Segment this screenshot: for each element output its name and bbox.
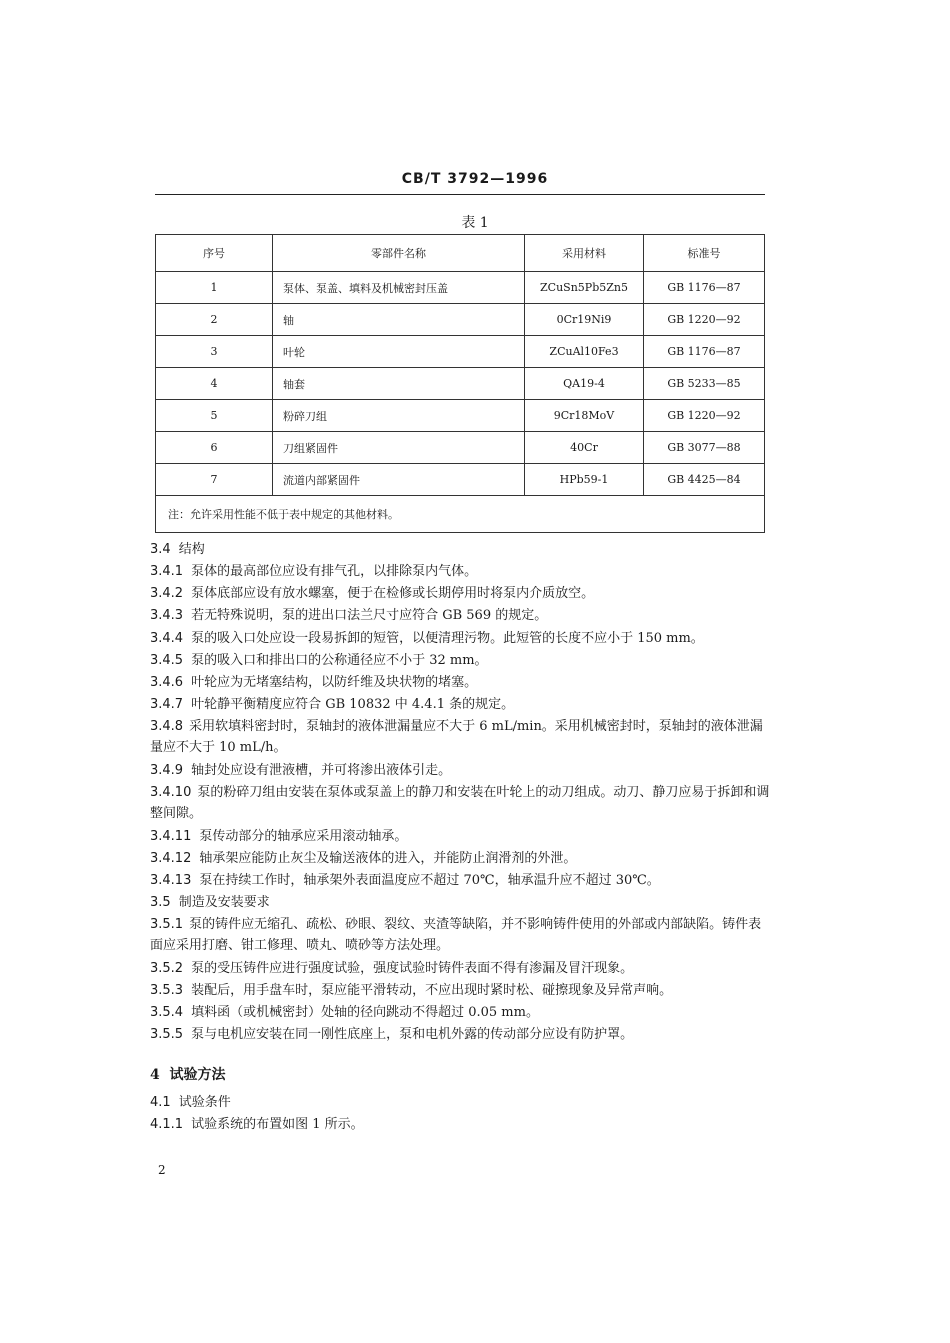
- table-header-row: [156, 235, 765, 272]
- table-row: [156, 432, 765, 464]
- clause-number: 4.1: [150, 1095, 171, 1110]
- table-row: [156, 272, 765, 304]
- cell-seq: 5: [156, 400, 273, 432]
- cell-seq: 7: [156, 464, 273, 496]
- clause: [150, 1002, 770, 1023]
- clause-text: 泵体底部应设有放水螺塞，便于在检修或长期停用时将泵内介质放空。: [191, 586, 595, 601]
- clause-text: 泵在持续工作时，轴承架外表面温度应不超过 70℃，轴承温升应不超过 30℃。: [199, 873, 660, 888]
- clause-text: 试验条件: [178, 1095, 231, 1110]
- clause-text: 叶轮静平衡精度应符合 GB 10832 中 4.4.1 条的规定。: [191, 697, 515, 712]
- cell-seq: 1: [156, 272, 273, 304]
- cell-part-name: 叶轮: [273, 336, 525, 368]
- clause-number: 3.4.4: [150, 631, 184, 646]
- table-note: 注：允许采用性能不低于表中规定的其他材料。: [156, 496, 765, 533]
- clause: [150, 539, 770, 560]
- clause-text: 若无特殊说明，泵的进出口法兰尺寸应符合 GB 569 的规定。: [191, 608, 548, 623]
- clause-number: 3.4.11: [150, 829, 192, 844]
- clause: [150, 1092, 770, 1113]
- cell-material: QA19-4: [525, 368, 644, 400]
- cell-seq: 4: [156, 368, 273, 400]
- clause-number: 3.4: [150, 542, 171, 557]
- cell-part-name: 泵体、泵盖、填料及机械密封压盖: [273, 272, 525, 304]
- clause-text: 采用软填料密封时，泵轴封的液体泄漏量应不大于 6 mL/min。采用机械密封时，泵轴封的液体泄漏量应不大于 10 mL/h。: [150, 719, 763, 755]
- table-row: [156, 304, 765, 336]
- cell-standard: GB 1176—87: [644, 272, 765, 304]
- clause: [150, 826, 770, 847]
- clause: [150, 605, 770, 626]
- clause: [150, 760, 770, 781]
- clause-text: 叶轮应为无堵塞结构，以防纤维及块状物的堵塞。: [191, 675, 478, 690]
- clause-text: 泵传动部分的轴承应采用滚动轴承。: [199, 829, 408, 844]
- clause-number: 3.4.7: [150, 697, 184, 712]
- section-number: 4: [150, 1067, 160, 1083]
- table-caption: 表 1: [461, 215, 489, 231]
- cell-standard: GB 1220—92: [644, 400, 765, 432]
- clause-text: 结构: [178, 542, 205, 557]
- table-row: [156, 464, 765, 496]
- clause-number: 3.4.12: [150, 851, 192, 866]
- clause-number: 3.5.5: [150, 1027, 184, 1042]
- cell-material: 9Cr18MoV: [525, 400, 644, 432]
- cell-part-name: 轴: [273, 304, 525, 336]
- header-seq: 序号: [156, 235, 273, 272]
- clause-number: 4.1.1: [150, 1117, 184, 1132]
- clause-text: 泵的吸入口和排出口的公称通径应不小于 32 mm。: [191, 653, 488, 668]
- clause-number: 3.4.10: [150, 785, 192, 800]
- clause-number: 3.4.13: [150, 873, 192, 888]
- clause-number: 3.5.4: [150, 1005, 184, 1020]
- clause-number: 3.5: [150, 895, 171, 910]
- clause: [150, 1024, 770, 1045]
- clause: [150, 672, 770, 693]
- table-note-row: [156, 496, 765, 533]
- cell-material: ZCuAl10Fe3: [525, 336, 644, 368]
- clause: [150, 892, 770, 913]
- clause-number: 3.4.9: [150, 763, 184, 778]
- materials-table: [155, 234, 765, 533]
- cell-material: 0Cr19Ni9: [525, 304, 644, 336]
- header-rule: [155, 194, 765, 195]
- clause-text: 泵的铸件应无缩孔、疏松、砂眼、裂纹、夹渣等缺陷，并不影响铸件使用的外部或内部缺陷。铸件表面应采用打磨、钳工修理、喷丸、喷砂等方法处理。: [150, 917, 762, 953]
- clause-number: 3.4.1: [150, 564, 184, 579]
- clause-text: 装配后，用手盘车时，泵应能平滑转动，不应出现时紧时松、碰擦现象及异常声响。: [191, 983, 673, 998]
- clause-text: 泵的吸入口处应设一段易拆卸的短管，以便清理污物。此短管的长度不应小于 150 mm。: [191, 631, 704, 646]
- clause: [150, 914, 770, 956]
- clause-text: 轴封处应设有泄液槽，并可将渗出液体引走。: [191, 763, 452, 778]
- cell-seq: 3: [156, 336, 273, 368]
- section-title: 试验方法: [169, 1067, 226, 1083]
- table-row: [156, 368, 765, 400]
- document-header: CB/T 3792—1996: [401, 171, 549, 187]
- clause-text: 泵的粉碎刀组由安装在泵体或泵盖上的静刀和安装在叶轮上的动刀组成。动刀、静刀应易于拆卸和调整间隙。: [150, 785, 770, 821]
- page-number: 2: [158, 1163, 166, 1177]
- cell-standard: GB 5233—85: [644, 368, 765, 400]
- clause: [150, 1114, 770, 1135]
- clause-text: 制造及安装要求: [178, 895, 270, 910]
- clause: [150, 583, 770, 604]
- cell-material: HPb59-1: [525, 464, 644, 496]
- cell-part-name: 流道内部紧固件: [273, 464, 525, 496]
- cell-standard: GB 1176—87: [644, 336, 765, 368]
- clause-number: 3.4.6: [150, 675, 184, 690]
- clause: [150, 870, 770, 891]
- clause: [150, 650, 770, 671]
- clause-number: 3.4.3: [150, 608, 184, 623]
- table-row: [156, 400, 765, 432]
- clause-number: 3.4.2: [150, 586, 184, 601]
- cell-part-name: 轴套: [273, 368, 525, 400]
- clause: [150, 716, 770, 758]
- clause: [150, 628, 770, 649]
- clause: [150, 561, 770, 582]
- cell-standard: GB 1220—92: [644, 304, 765, 336]
- clause-text: 泵的受压铸件应进行强度试验，强度试验时铸件表面不得有渗漏及冒汗现象。: [191, 961, 634, 976]
- clause: [150, 848, 770, 869]
- clause: [150, 980, 770, 1001]
- clause-text: 轴承架应能防止灰尘及输送液体的进入，并能防止润滑剂的外泄。: [199, 851, 577, 866]
- clause-text: 试验系统的布置如图 1 所示。: [191, 1117, 364, 1132]
- header-standard: 标准号: [644, 235, 765, 272]
- cell-seq: 2: [156, 304, 273, 336]
- clause-number: 3.5.1: [150, 917, 184, 932]
- section-heading: [150, 1064, 226, 1084]
- cell-part-name: 粉碎刀组: [273, 400, 525, 432]
- clause-text: 泵与电机应安装在同一刚性底座上，泵和电机外露的传动部分应设有防护罩。: [191, 1027, 634, 1042]
- clause-text: 填料函（或机械密封）处轴的径向跳动不得超过 0.05 mm。: [191, 1005, 539, 1020]
- clause-number: 3.4.5: [150, 653, 184, 668]
- cell-material: ZCuSn5Pb5Zn5: [525, 272, 644, 304]
- table-row: [156, 336, 765, 368]
- clause-number: 3.5.2: [150, 961, 184, 976]
- cell-material: 40Cr: [525, 432, 644, 464]
- header-part-name: 零部件名称: [273, 235, 525, 272]
- clause: [150, 782, 770, 824]
- clause-number: 3.5.3: [150, 983, 184, 998]
- cell-standard: GB 4425—84: [644, 464, 765, 496]
- cell-seq: 6: [156, 432, 273, 464]
- clause-number: 3.4.8: [150, 719, 184, 734]
- header-material: 采用材料: [525, 235, 644, 272]
- cell-standard: GB 3077—88: [644, 432, 765, 464]
- cell-part-name: 刀组紧固件: [273, 432, 525, 464]
- clause-text: 泵体的最高部位应设有排气孔，以排除泵内气体。: [191, 564, 478, 579]
- clause: [150, 958, 770, 979]
- clause: [150, 694, 770, 715]
